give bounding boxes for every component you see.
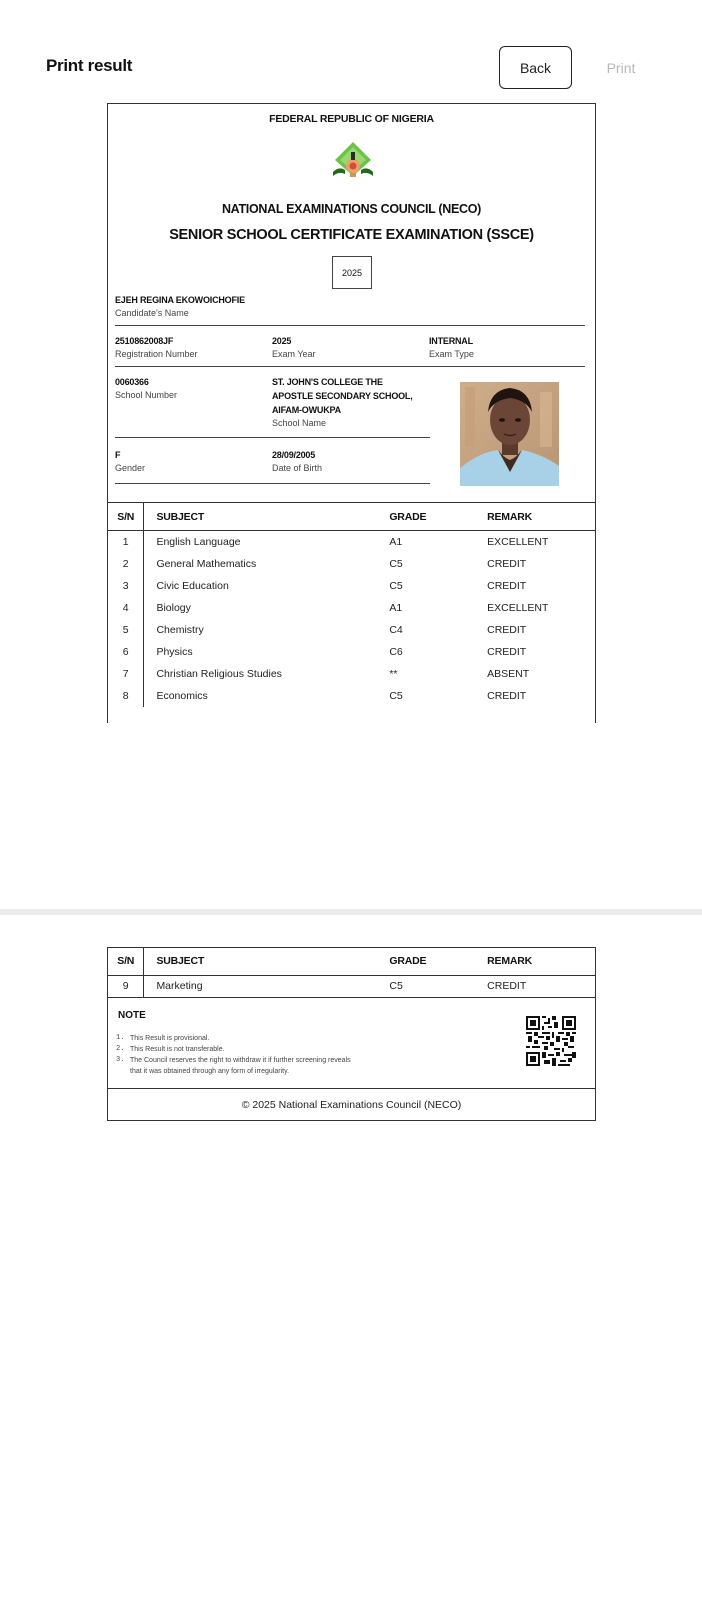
cell-remark: EXCELLENT xyxy=(487,535,549,548)
school-name-label: School Name xyxy=(272,418,327,428)
table-row xyxy=(108,975,595,997)
exam-type-label: Exam Type xyxy=(429,349,474,359)
note-item xyxy=(116,1044,351,1055)
cell-remark: CREDIT xyxy=(487,975,595,997)
table-header-row xyxy=(108,503,595,531)
table-row xyxy=(108,619,595,641)
gender-label: Gender xyxy=(115,463,146,473)
exam-type-field xyxy=(429,334,474,361)
table-row xyxy=(108,531,595,553)
footer-divider xyxy=(108,1088,595,1089)
results-table-continued xyxy=(108,948,595,998)
cell-remark: CREDIT xyxy=(487,557,527,570)
cell-sn: 5 xyxy=(108,619,144,641)
divider xyxy=(115,437,430,438)
note-text-continued: that it was obtained through any form of irregularity. xyxy=(130,1068,290,1075)
note-item xyxy=(116,1055,351,1077)
divider xyxy=(115,366,585,367)
note-text: This Result is provisional. xyxy=(130,1035,210,1042)
cell-subject: Civic Education xyxy=(156,579,229,592)
table-row xyxy=(108,597,595,619)
cell-grade: C5 xyxy=(389,557,403,570)
school-name-field xyxy=(272,375,413,430)
cell-subject: Christian Religious Studies xyxy=(156,667,282,680)
table-row xyxy=(108,575,595,597)
exam-title: SENIOR SCHOOL CERTIFICATE EXAMINATION (SSCE) xyxy=(169,227,534,243)
registration-number-label: Registration Number xyxy=(115,349,198,359)
dob-field xyxy=(272,448,322,475)
candidate-photo xyxy=(460,382,559,486)
exam-type: INTERNAL xyxy=(429,336,473,346)
registration-number: 2510862008JF xyxy=(115,336,174,346)
cell-sn: 8 xyxy=(108,685,144,707)
cell-sn: 1 xyxy=(108,531,144,553)
column-header-remark: REMARK xyxy=(487,503,595,531)
note-number: 2. xyxy=(116,1045,125,1053)
exam-year-box: 2025 xyxy=(332,256,372,289)
page-break-divider xyxy=(0,909,702,915)
gender: F xyxy=(115,450,121,460)
back-button[interactable]: Back xyxy=(499,46,572,89)
column-header-subject: SUBJECT xyxy=(144,503,389,531)
cell-grade: C6 xyxy=(389,645,403,658)
result-sheet-page-2 xyxy=(107,947,596,1121)
table-row xyxy=(108,553,595,575)
exam-year-label: Exam Year xyxy=(272,349,316,359)
table-row xyxy=(108,685,595,707)
cell-grade: C5 xyxy=(389,975,487,997)
cell-subject: Physics xyxy=(156,645,193,658)
cell-subject: Chemistry xyxy=(156,623,204,636)
divider xyxy=(115,325,585,326)
exam-year-field xyxy=(272,334,316,361)
council-heading: NATIONAL EXAMINATIONS COUNCIL (NECO) xyxy=(221,202,482,216)
school-number-label: School Number xyxy=(115,390,178,400)
cell-remark: EXCELLENT xyxy=(487,601,549,614)
cell-grade: C4 xyxy=(389,623,403,636)
results-table xyxy=(108,502,595,707)
column-header-grade: GRADE xyxy=(389,503,487,531)
registration-number-field xyxy=(115,334,198,361)
cell-subject: Marketing xyxy=(144,975,389,997)
column-header-sn: S/N xyxy=(108,948,144,975)
school-name-line: AIFAM-OWUKPA xyxy=(272,405,341,415)
cell-subject: Economics xyxy=(156,689,208,702)
country-heading: FEDERAL REPUBLIC OF NIGERIA xyxy=(269,113,434,125)
page-title: Print result xyxy=(46,56,133,75)
exam-year: 2025 xyxy=(272,336,292,346)
cell-grade: A1 xyxy=(389,535,403,548)
gender-field xyxy=(115,448,145,475)
column-header-sn: S/N xyxy=(108,503,144,531)
table-row xyxy=(108,641,595,663)
date-of-birth-label: Date of Birth xyxy=(272,463,323,473)
cell-sn: 6 xyxy=(108,641,144,663)
table-row xyxy=(108,663,595,685)
cell-grade: ** xyxy=(389,667,398,680)
cell-grade: C5 xyxy=(389,689,403,702)
cell-sn: 3 xyxy=(108,575,144,597)
note-text: The Council reserves the right to withdraw it if further screening reveals xyxy=(130,1057,351,1064)
note-item xyxy=(116,1033,351,1044)
result-sheet-page-1 xyxy=(107,103,596,723)
copyright-text: © 2025 National Examinations Council (NECO) xyxy=(241,1099,462,1111)
column-header-grade: GRADE xyxy=(389,948,487,975)
column-header-remark: REMARK xyxy=(487,948,595,975)
school-number-field xyxy=(115,375,177,402)
school-name-line: ST. JOHN'S COLLEGE THE xyxy=(272,377,383,387)
cell-remark: ABSENT xyxy=(487,667,530,680)
top-bar xyxy=(0,0,702,100)
school-name-line: APOSTLE SECONDARY SCHOOL, xyxy=(272,391,413,401)
neco-logo-icon xyxy=(331,140,375,180)
cell-remark: CREDIT xyxy=(487,645,527,658)
candidate-name-label: Candidate's Name xyxy=(115,308,189,318)
print-button[interactable]: Print xyxy=(596,46,646,89)
note-number: 3. xyxy=(116,1056,125,1064)
divider xyxy=(115,483,430,484)
date-of-birth: 28/09/2005 xyxy=(272,450,316,460)
cell-remark: CREDIT xyxy=(487,623,527,636)
note-text: This Result is not transferable. xyxy=(130,1046,225,1053)
school-number: 0060366 xyxy=(115,377,149,387)
cell-sn: 9 xyxy=(108,975,144,997)
cell-subject: Biology xyxy=(156,601,191,614)
column-header-subject: SUBJECT xyxy=(144,948,389,975)
cell-grade: A1 xyxy=(389,601,403,614)
qr-code-icon xyxy=(526,1016,576,1066)
note-number: 1. xyxy=(116,1034,125,1042)
cell-subject: English Language xyxy=(156,535,241,548)
candidate-name-field xyxy=(115,293,245,320)
cell-sn: 7 xyxy=(108,663,144,685)
table-header-row xyxy=(108,948,595,975)
note-title: NOTE xyxy=(118,1010,146,1021)
note-list xyxy=(116,1033,351,1077)
candidate-name: EJEH REGINA EKOWOICHOFIE xyxy=(115,295,245,305)
cell-sn: 2 xyxy=(108,553,144,575)
cell-grade: C5 xyxy=(389,579,403,592)
cell-subject: General Mathematics xyxy=(156,557,257,570)
cell-remark: CREDIT xyxy=(487,689,527,702)
cell-remark: CREDIT xyxy=(487,579,527,592)
cell-sn: 4 xyxy=(108,597,144,619)
